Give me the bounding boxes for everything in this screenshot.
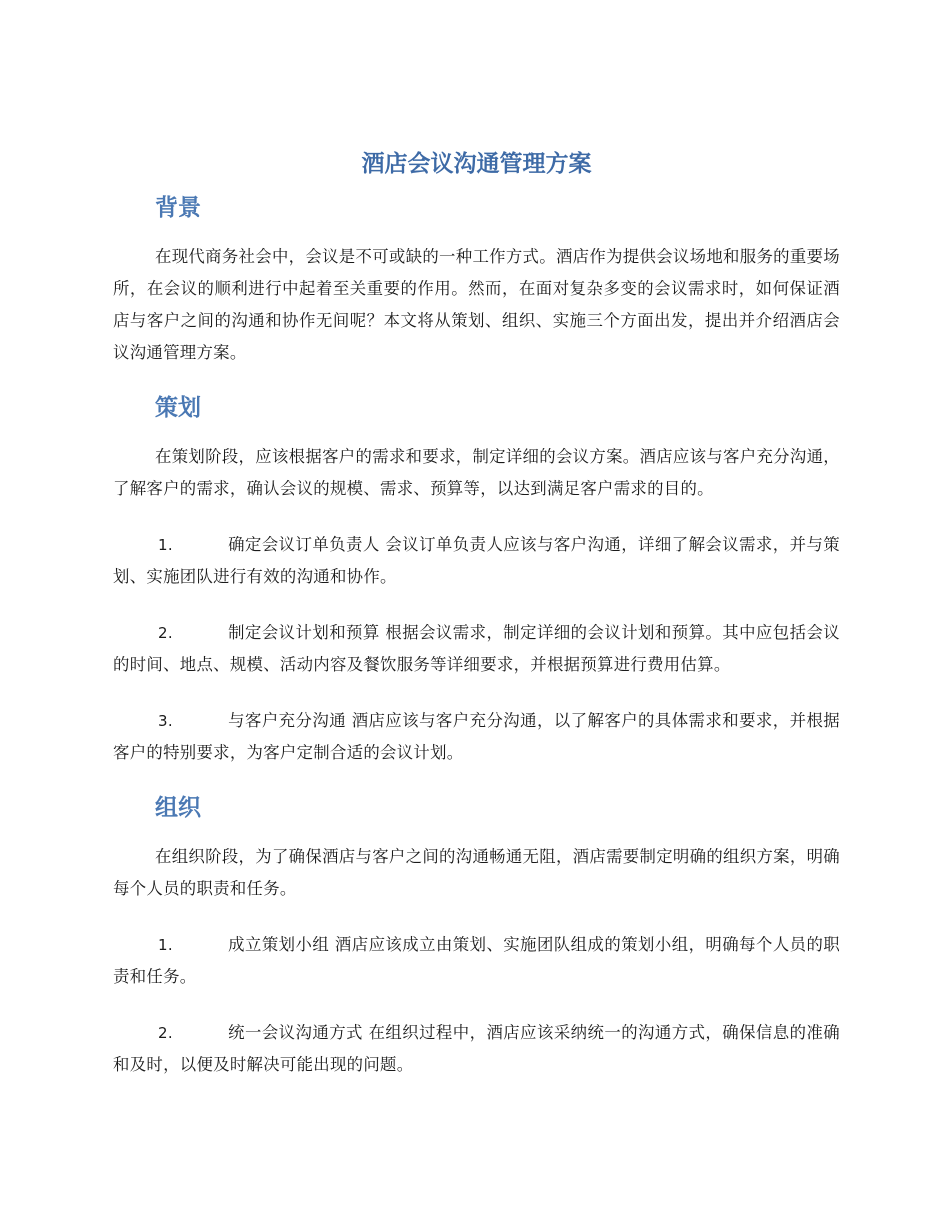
list-item-number: 2. xyxy=(158,624,173,642)
list-item-title: 确定会议订单负责人 xyxy=(228,535,380,554)
document-title: 酒店会议沟通管理方案 xyxy=(361,151,592,177)
section-paragraph-organization: 在组织阶段，为了确保酒店与客户之间的沟通畅通无阻，酒店需要制定明确的组织方案，明确每个人员的职责和任务。 xyxy=(113,847,840,898)
section-heading-background: 背景 xyxy=(155,195,201,221)
list-item-title: 成立策划小组 xyxy=(228,935,330,954)
list-item xyxy=(113,529,840,593)
list-item-number: 2. xyxy=(158,1024,173,1042)
list-item xyxy=(113,1017,840,1081)
section-heading-planning: 策划 xyxy=(155,395,201,421)
section-heading-organization: 组织 xyxy=(155,795,201,821)
list-item-body: 在组织过程中，酒店应该采纳统一的沟通方式，确保信息的准确和及时，以便及时解决可能出现的问题。 xyxy=(113,1023,840,1074)
list-item xyxy=(113,705,840,769)
list-item-number: 1. xyxy=(158,536,173,554)
list-item xyxy=(113,617,840,681)
list-item-body: 酒店应该与客户充分沟通，以了解客户的具体需求和要求，并根据客户的特别要求，为客户定制合适的会议计划。 xyxy=(113,711,840,762)
list-item-title: 制定会议计划和预算 xyxy=(228,623,380,642)
list-item-number: 3. xyxy=(158,712,173,730)
section-paragraph-background: 在现代商务社会中，会议是不可或缺的一种工作方式。酒店作为提供会议场地和服务的重要场所，在会议的顺利进行中起着至关重要的作用。然而，在面对复杂多变的会议需求时，如何保证酒店与客户之间的沟通和协作无间呢？本文将从策划、组织、实施三个方面出发，提出并介绍酒店会议沟通管理方案。 xyxy=(113,247,840,362)
list-item-title: 统一会议沟通方式 xyxy=(228,1023,363,1042)
list-item-body: 酒店应该成立由策划、实施团队组成的策划小组，明确每个人员的职责和任务。 xyxy=(113,935,841,986)
list-item-body: 会议订单负责人应该与客户沟通，详细了解会议需求，并与策划、实施团队进行有效的沟通和协作。 xyxy=(113,535,840,586)
document-page xyxy=(113,145,840,1105)
list-item-number: 1. xyxy=(158,936,173,954)
section-paragraph-planning: 在策划阶段，应该根据客户的需求和要求，制定详细的会议方案。酒店应该与客户充分沟通，了解客户的需求，确认会议的规模、需求、预算等，以达到满足客户需求的目的。 xyxy=(113,447,840,498)
list-item-body: 根据会议需求，制定详细的会议计划和预算。其中应包括会议的时间、地点、规模、活动内容及餐饮服务等详细要求，并根据预算进行费用估算。 xyxy=(113,623,840,674)
list-item-title: 与客户充分沟通 xyxy=(228,711,347,730)
list-item xyxy=(113,929,840,993)
